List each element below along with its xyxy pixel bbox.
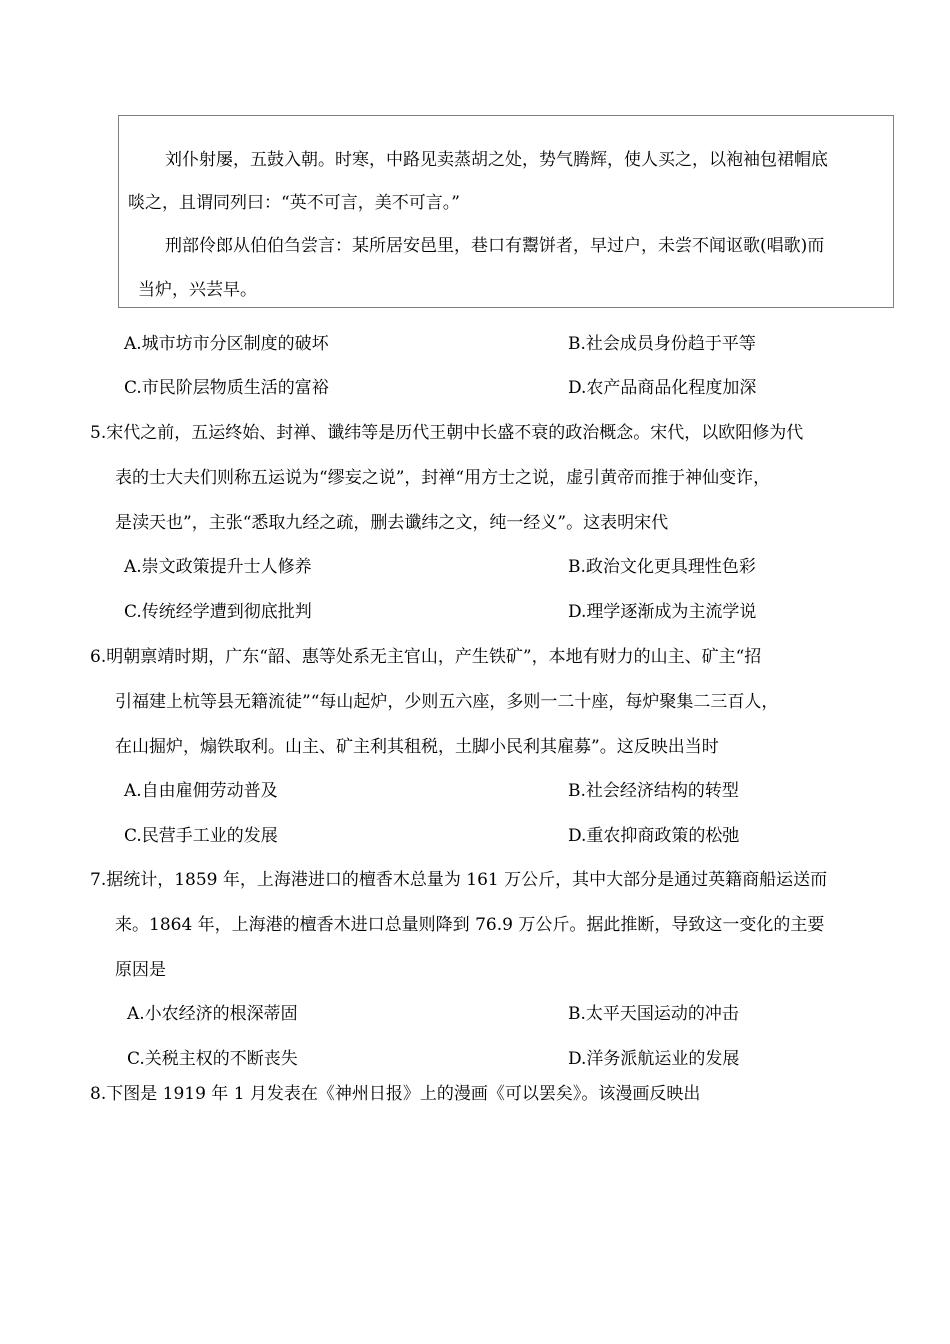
q6-option-a: A.自由雇佣劳动普及 bbox=[124, 781, 278, 801]
q4-option-b: B.社会成员身份趋于平等 bbox=[568, 334, 756, 354]
q5-stem-line1: 5.宋代之前，五运终始、封禅、谶纬等是历代王朝中长盛不衰的政治概念。宋代，以欧阳修为代 bbox=[90, 423, 804, 443]
q5-option-c: C.传统经学遭到彻底批判 bbox=[124, 602, 312, 622]
q5-option-a: A.崇文政策提升士人修养 bbox=[124, 557, 312, 577]
q6-stem-line1: 6.明朝禀靖时期，广东“韶、惠等处系无主官山，产生铁矿”，本地有财力的山主、矿主“招 bbox=[90, 647, 762, 667]
q6-stem-line2: 引福建上杭等县无籍流徒”“每山起炉，少则五六座，多则一二十座，每炉聚集二三百人， bbox=[115, 692, 779, 712]
q7-option-d: D.洋务派航运业的发展 bbox=[568, 1049, 740, 1069]
q5-option-d: D.理学逐渐成为主流学说 bbox=[568, 602, 757, 622]
quote-para1-line2: 啖之，且谓同列曰：“英不可言，美不可言。” bbox=[128, 193, 460, 213]
q7-stem-line3: 原因是 bbox=[115, 960, 166, 980]
q5-stem-line3: 是渎天也”，主张“悉取九经之疏，删去谶纬之文，纯一经义”。这表明宋代 bbox=[115, 513, 669, 533]
q4-option-c: C.市民阶层物质生活的富裕 bbox=[124, 378, 329, 398]
q7-option-b: B.太平天国运动的冲击 bbox=[568, 1004, 739, 1024]
q6-option-c: C.民营手工业的发展 bbox=[124, 826, 278, 846]
q5-option-b: B.政治文化更具理性色彩 bbox=[568, 557, 756, 577]
q7-option-c: C.关税主权的不断丧失 bbox=[127, 1049, 298, 1069]
q8-stem-line1: 8.下图是 1919 年 1 月发表在《神州日报》上的漫画《可以罢矣》。该漫画反映出 bbox=[90, 1084, 701, 1104]
q7-stem-line2: 来。1864 年，上海港的檀香木进口总量则降到 76.9 万公斤。据此推断，导致这一变化的主要 bbox=[115, 915, 825, 935]
q7-option-a: A.小农经济的根深蒂固 bbox=[127, 1004, 298, 1024]
q6-stem-line3: 在山掘炉，煽铁取利。山主、矿主利其租税，土脚小民利其雇募”。这反映出当时 bbox=[115, 737, 719, 757]
q4-option-a: A.城市坊市分区制度的破坏 bbox=[124, 334, 329, 354]
q7-stem-line1: 7.据统计，1859 年，上海港进口的檀香木总量为 161 万公斤，其中大部分是通过英籍商船运送而 bbox=[90, 870, 828, 890]
q6-option-d: D.重农抑商政策的松弛 bbox=[568, 826, 740, 846]
q6-option-b: B.社会经济结构的转型 bbox=[568, 781, 739, 801]
quote-para1-line1: 刘仆射屡，五鼓入朝。时寒，中路见卖蒸胡之处，势气腾辉，使人买之，以袍袖包裙帽底 bbox=[165, 150, 828, 170]
q4-option-d: D.农产品商品化程度加深 bbox=[568, 378, 757, 398]
quote-para2-line1: 刑部伶郎从伯伯刍尝言：某所居安邑里，巷口有鬻饼者，早过户，未尝不闻讴歌(唱歌)而 bbox=[165, 236, 825, 256]
q5-stem-line2: 表的士大夫们则称五运说为“缪妄之说”，封禅“用方士之说，虚引黄帝而推于神仙变诈， bbox=[115, 468, 771, 488]
quote-para2-line2: 当炉，兴芸早。 bbox=[138, 280, 257, 300]
